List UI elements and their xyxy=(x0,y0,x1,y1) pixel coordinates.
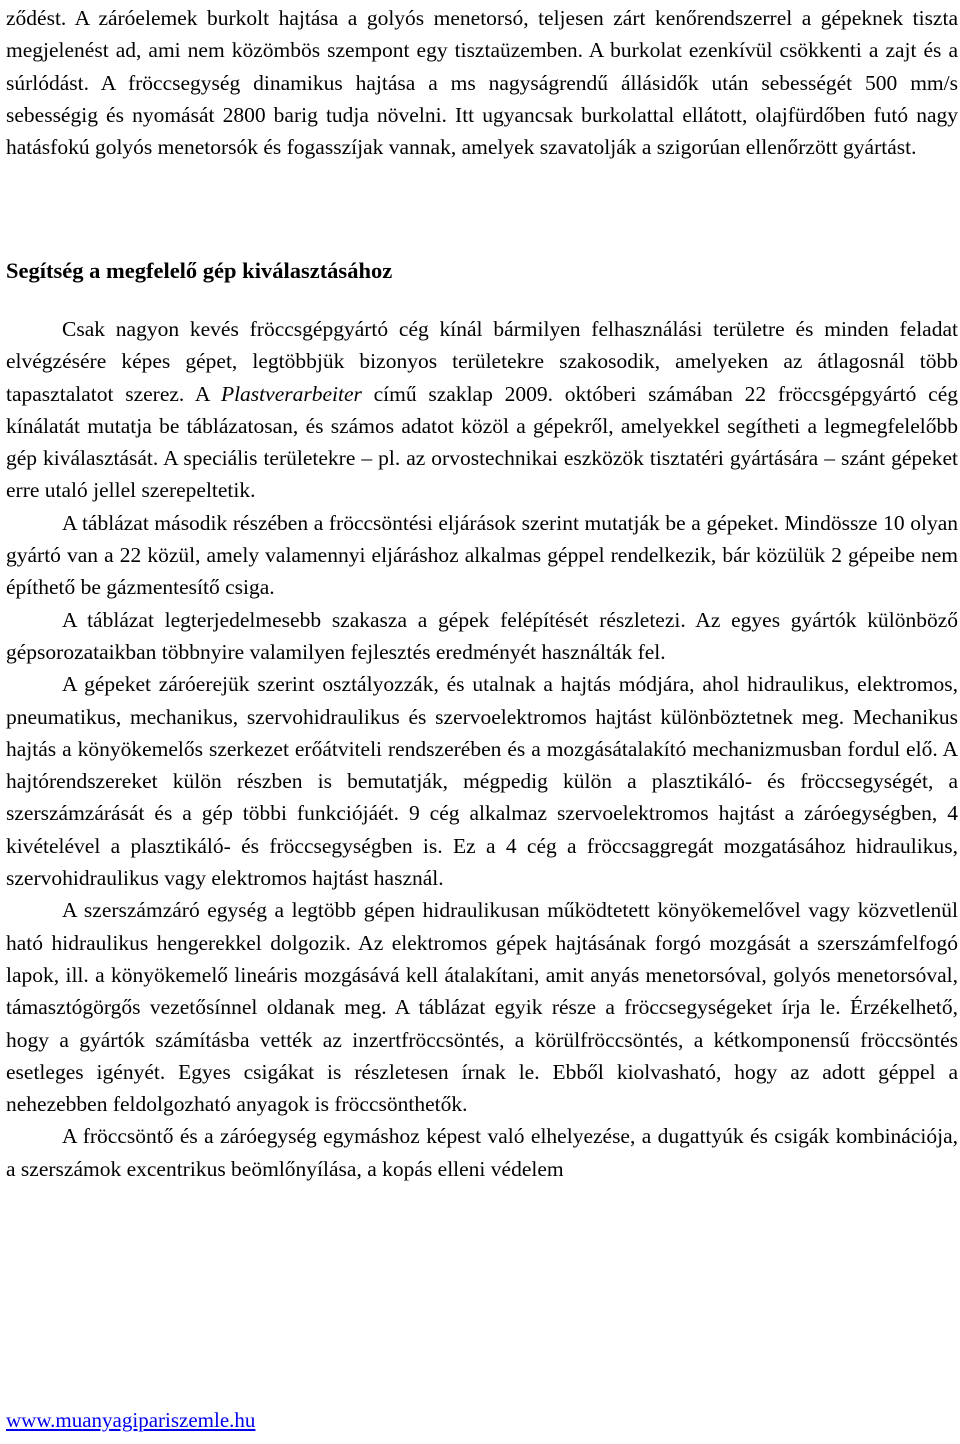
document-page xyxy=(6,0,958,1181)
paragraph-2: A táblázat második részében a fröccsöntési eljárások szerint mutatják be a gépeket. Mindössze 10 olyan gyártó van a 22 közül, amely valamennyi eljáráshoz alkalmas géppel rendelkezik, bár közülük 2 gépeibe nem építhető be gázmentesítő csiga. xyxy=(6,510,958,600)
paragraph-3: A táblázat legterjedelmesebb szakasza a gépek felépítését részletezi. Az egyes gyártók különböző gépsorozataikban többnyire valamilyen fejlesztés eredményét használták fel. xyxy=(6,607,958,664)
website-link[interactable]: www.muanyagipariszemle.hu xyxy=(6,1408,256,1432)
paragraph-4: A gépeket záróerejük szerint osztályozzák, és utalnak a hajtás módjára, ahol hidraulikus, elektromos, pneumatikus, mechanikus, szervohidraulikus és szervoelektromos hajtást különböztetnek meg. Mechanikus hajtás a könyökemelős szerkezet erőátviteli rendszerében és a mozgásátalakító mechanizmusban fordul elő. A hajtórendszereket külön részben is bemutatják, mégpedig külön a plasztikáló- és fröccsegységét, a szerszámzárását és a gép többi funkciójáét. 9 cég alkalmaz szervoelektromos hajtást a záróegységben, 4 kivételével a plasztikáló- és fröccsegységben is. Ez a 4 cég a fröccsaggregát mozgatásához hidraulikus, szervohidraulikus vagy elektromos hajtást használ. xyxy=(6,672,958,891)
intro-sentence-3: Itt ugyancsak burkolattal ellátott, olajfürdőben futó nagy hatásfokú golyós menetorsók és fogasszíjak vannak, amelyek szavatolják a szigorúan ellenőrzött gyártást. xyxy=(6,102,958,160)
intro-sentence-1: ződést. A záróelemek burkolt hajtása a golyós menetorsó, teljesen zárt kenőrendszerrel a gépeknek tiszta megjelenést ad, ami nem közömbös szempont egy tisztaüzemben. A burkolat ezenkívül csökkenti a zajt és a súrlódást. xyxy=(6,6,958,95)
journal-title: Plastverarbeiter xyxy=(220,381,362,406)
paragraph-1-text-b: című szaklap 2009. októberi számában 22 fröccsgépgyártó cég kínálatát mutatja be táblázatosan, és számos adatot közöl a gépekről, amelyekkel segítheti a legmegfelelőbb gép kiválasztását. A speciális területekre – pl. az orvostechnikai eszközök tisztatéri gyártására – szánt gépeket erre utaló jellel szerepeltetik. xyxy=(6,381,958,503)
paragraph-1-text-a: Csak nagyon kevés fröccsgépgyártó cég kínál bármilyen felhasználási területre és minden feladat elvégzésére képes gépet, legtöbbjük bizonyos területekre szakosodik, amelyeken az átlagosnál több tapasztalatot szerez. A xyxy=(6,317,958,406)
paragraph-1 xyxy=(6,313,958,507)
intro-sentence-2: A fröccsegység dinamikus hajtása a ms nagyságrendű állásidők után sebességét 500 mm/s sebességig és nyomását 2800 barig tudja növelni. xyxy=(6,70,958,127)
paragraph-5: A szerszámzáró egység a legtöbb gépen hidraulikusan működtetett könyökemelővel vagy közvetlenül ható hidraulikus hengerekkel dolgozik. Az elektromos gépek hajtásának forgó mozgását a szerszámfelfogó lapok, ill. a könyökemelő lineáris mozgásává kell átalakítani, amit anyás menetorsóval, golyós menetorsóval, támasztógörgős vezetősínnel oldanak meg. A táblázat egyik része a fröccsegységeket írja le. Érzékelhető, hogy a gyártók számításba vették az inzertfröccsöntés, a körülfröccsöntés, a kétkomponensű fröccsöntés esetleges igényét. Egyes csigákat is részletesen írnak le. Ebből kiolvasható, hogy az adott géppel a nehezebben feldolgozható anyagok is fröccsönthetők. xyxy=(6,898,958,1117)
section-body xyxy=(6,313,958,1185)
section-heading: Segítség a megfelelő gép kiválasztásához xyxy=(6,258,393,283)
intro-paragraph xyxy=(6,2,958,163)
paragraph-6: A fröccsöntő és a záróegység egymáshoz képest való elhelyezése, a dugattyúk és csigák kombinációja, a szerszámok excentrikus beömlőnyílása, a kopás elleni védelem xyxy=(6,1124,958,1181)
